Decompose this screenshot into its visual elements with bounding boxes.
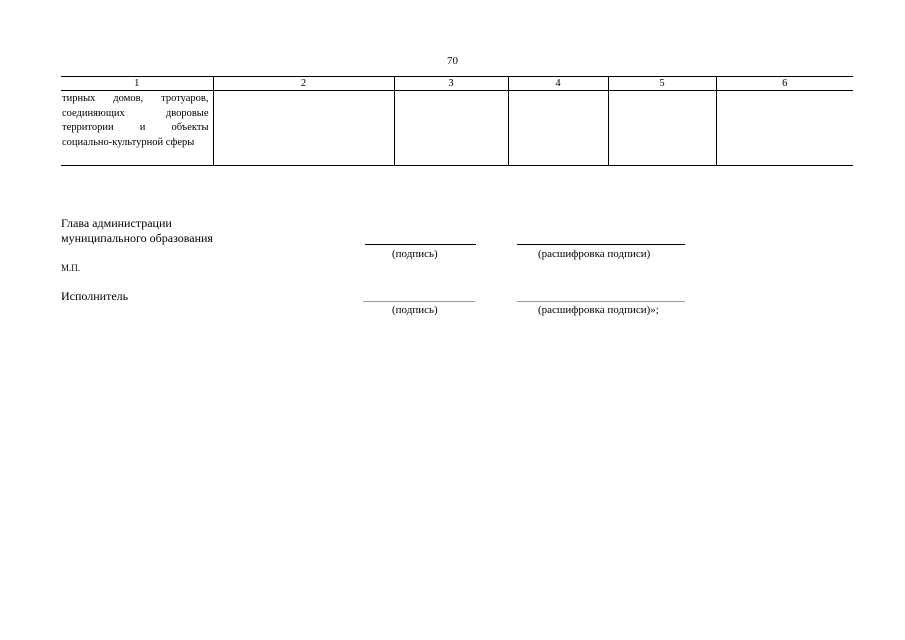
executor-decoding-line [517, 301, 685, 302]
table-cell-1 [61, 91, 213, 166]
head-title-line-2: муниципального образования [61, 231, 213, 245]
table-cell-4 [508, 91, 608, 166]
column-header-5: 5 [608, 77, 716, 91]
data-table [61, 76, 853, 166]
head-title-line-1: Глава администрации [61, 216, 172, 230]
executor-signature-caption: (подпись) [392, 304, 438, 316]
head-decoding-line [517, 244, 685, 245]
page-number: 70 [447, 55, 458, 67]
executor-decoding-caption: (расшифровка подписи)»; [538, 304, 659, 316]
head-title [61, 216, 213, 246]
table-cell-5 [608, 91, 716, 166]
table-cell-6 [716, 91, 853, 166]
column-header-3: 3 [394, 77, 508, 91]
table-row [61, 91, 853, 166]
column-header-1: 1 [61, 77, 213, 91]
column-header-6: 6 [716, 77, 853, 91]
table-cell-text: тирных домов, тротуаров, соединяющих дворовые территории и объекты социально-культурной сферы [62, 93, 209, 148]
stamp-label: М.П. [61, 263, 81, 273]
head-signature-line [365, 244, 476, 245]
head-signature-caption: (подпись) [392, 248, 438, 260]
table-cell-2 [213, 91, 394, 166]
column-header-4: 4 [508, 77, 608, 91]
table-cell-3 [394, 91, 508, 166]
column-header-2: 2 [213, 77, 394, 91]
table-header-row [61, 77, 853, 91]
executor-signature-line [363, 301, 475, 302]
executor-title: Исполнитель [61, 289, 129, 303]
head-decoding-caption: (расшифровка подписи) [538, 248, 651, 260]
